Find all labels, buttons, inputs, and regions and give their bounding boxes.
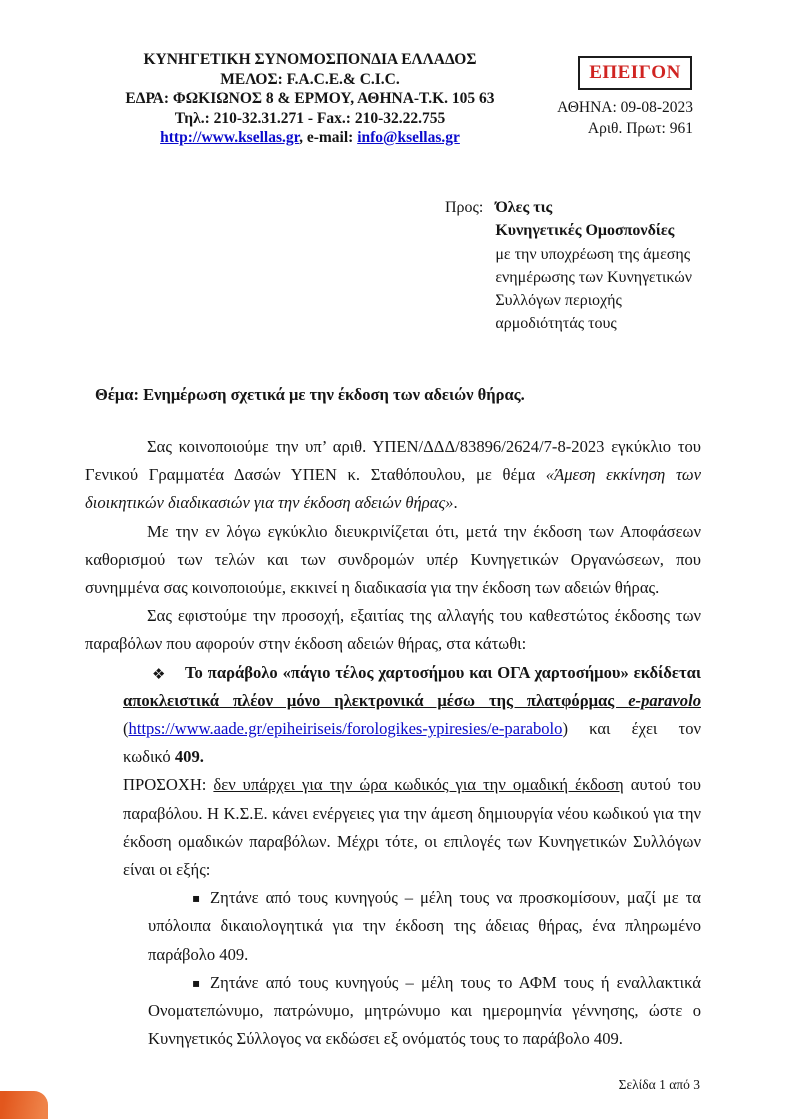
sub-bullet-item xyxy=(85,884,701,969)
sub-bullet-item xyxy=(85,969,701,1054)
paragraph-1-quote: «Άμεση εκκίνηση των διοικητικών διαδικασιών για την έκδοση αδειών θήρας» xyxy=(85,465,701,513)
paragraph-1 xyxy=(85,433,701,518)
address-line: ΕΔΡΑ: ΦΩΚΙΩΝΟΣ 8 & ΕΡΜΟΥ, ΑΘΗΝΑ-Τ.Κ. 105 63 xyxy=(125,90,495,107)
paravolo-code: 409. xyxy=(174,747,204,767)
date-protocol-block xyxy=(557,97,693,139)
email-link[interactable]: info@ksellas.gr xyxy=(357,129,460,146)
member-line: ΜΕΛΟΣ: F.A.C.E.& C.I.C. xyxy=(220,70,400,88)
protocol-number: Αριθ. Πρωτ: 961 xyxy=(587,120,693,137)
open-paren: ( xyxy=(123,719,129,739)
paragraph-3: Σας εφιστούμε την προσοχή, εξαιτίας της αλλαγής του καθεστώτος έκδοσης των παραβόλων που αφορούν στην έκδοση αδειών θήρας, στα κάτωθι: xyxy=(85,606,701,654)
phone-fax-line: Τηλ.: 210-32.31.271 - Fax.: 210-32.22.755 xyxy=(174,109,446,127)
recipient-line: Συλλόγων περιοχής xyxy=(495,292,622,310)
square-bullet-icon: ▪ xyxy=(192,891,201,906)
sub-bullet-text: Ζητάνε από τους κυνηγούς – μέλη τους το ΑΦΜ τους ή εναλλακτικά Ονοματεπώνυμο, πατρώνυμο, μητρώνυμο και ημερομηνία γέννησης, ώστε ο Κυνηγετικός Σύλλογος να εκδώσει εξ ονόματός τους το παράβολο 409. xyxy=(148,972,701,1049)
recipient-block xyxy=(445,196,692,336)
contact-links-line xyxy=(95,128,525,148)
email-separator: , e-mail: xyxy=(299,129,358,146)
aade-link[interactable]: https://www.aade.gr/epiheiriseis/forologikes-ypiresies/e-parabolo xyxy=(128,719,563,739)
bullet-tail-text: και έχει τον κωδικό xyxy=(123,719,701,767)
attention-underlined-text: δεν υπάρχει για την ώρα κωδικός για την ομαδική έκδοση xyxy=(213,775,624,795)
paragraph-2: Με την εν λόγω εγκύκλιο διευκρινίζεται ότι, μετά την έκδοση των Αποφάσεων καθορισμού των τελών και των συνδρομών υπέρ Κυνηγετικών Οργανώσεων, που συνημμένα σας κοινοποιούμε, εκκινεί η διαδικασία για την έκδοση των αδειών θήρας. xyxy=(85,521,701,598)
close-paren: ) xyxy=(562,719,590,739)
recipient-line: αρμοδιότητάς τους xyxy=(495,315,617,333)
sub-bullet-text: Ζητάνε από τους κυνηγούς – μέλη τους να προσκομίσουν, μαζί με τα υπόλοιπα δικαιολογητικά για την έκδοση της άδειας θήρας, ένα πληρωμένο παράβολο 409. xyxy=(148,888,701,964)
attention-paragraph xyxy=(85,771,701,884)
recipient-line: ενημέρωσης των Κυνηγετικών xyxy=(495,268,692,286)
recipient-lines xyxy=(495,196,692,336)
paragraph-1-text: Σας κοινοποιούμε την υπ’ αριθ. ΥΠΕΝ/ΔΔΔ/83896/2624/7-8-2023 εγκύκλιο του Γενικού Γραμματέα Δασών ΥΠΕΝ κ. Σταθόπουλου, με θέμα xyxy=(85,437,701,485)
paragraph-1-period: . xyxy=(453,493,458,513)
recipient-line: με την υποχρέωση της άμεσης xyxy=(495,245,691,263)
bullet-item-paravolo xyxy=(85,659,701,772)
attention-label: ΠΡΟΣΟΧΗ: xyxy=(123,775,214,795)
website-link[interactable]: http://www.ksellas.gr xyxy=(160,129,300,146)
attention-rest-text: αυτού του παραβόλου. Η Κ.Σ.Ε. κάνει ενέργειες για την άμεση δημιουργία νέου κωδικού για την έκδοση ομαδικών παραβόλων. Μέχρι τότε, οι επιλογές των Κυνηγετικών Συλλόγων είναι οι εξής: xyxy=(123,775,701,880)
platform-name: e-paravolo xyxy=(628,690,701,710)
subject-line: Θέμα: Ενημέρωση σχετικά με την έκδοση των αδειών θήρας. xyxy=(95,385,525,404)
bullet-bold-text: Το παράβολο «πάγιο τέλος χαρτοσήμου και ΟΓΑ χαρτοσήμου» εκδίδεται xyxy=(185,662,701,682)
letter-body xyxy=(85,433,701,1053)
diamond-bullet-icon: ❖ xyxy=(152,664,166,683)
recipient-label: Προς: xyxy=(445,199,484,216)
urgent-stamp-label: ΕΠΕΙΓΟΝ xyxy=(589,62,681,83)
city-date: ΑΘΗΝΑ: 09-08-2023 xyxy=(557,99,693,116)
bullet-bold-underlined-text: αποκλειστικά πλέον μόνο ηλεκτρονικά μέσω της πλατφόρμας xyxy=(123,690,629,710)
square-bullet-icon: ▪ xyxy=(192,975,201,990)
orange-corner-decoration xyxy=(0,1091,48,1119)
letterhead xyxy=(95,50,525,148)
recipient-line: Κυνηγετικές Ομοσπονδίες xyxy=(495,222,675,240)
recipient-line: Όλες τις xyxy=(495,199,553,216)
page-number: Σελίδα 1 από 3 xyxy=(618,1077,700,1092)
organization-name: ΚΥΝΗΓΕΤΙΚΗ ΣΥΝΟΜΟΣΠΟΝΔΙΑ ΕΛΛΑΔΟΣ xyxy=(143,51,477,68)
urgent-stamp-box xyxy=(578,56,692,90)
